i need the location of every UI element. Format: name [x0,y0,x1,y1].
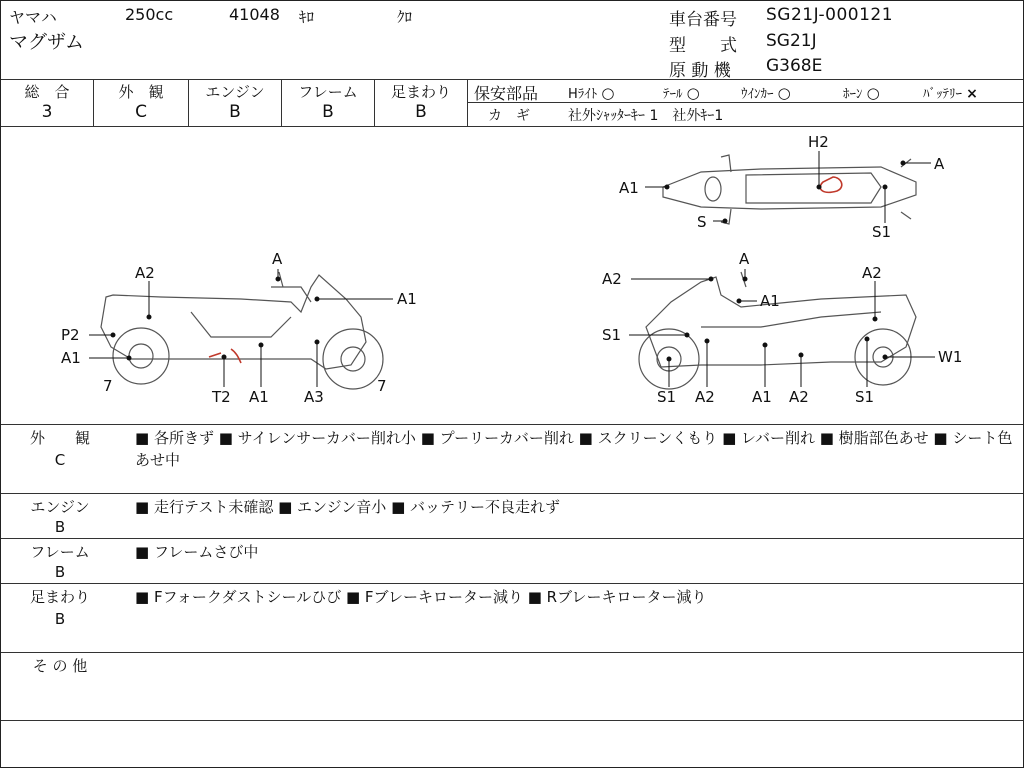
label-seven-right: 7 [377,377,387,395]
divider [1,652,1023,653]
frame-no: SG21J-000121 [766,5,894,25]
model-code: SG21J [766,31,817,51]
grade-value-overall: 3 [41,102,53,122]
damage-diagram [1,127,1023,423]
divider [1,424,1023,425]
divider [1,538,1023,539]
label-w1: W1 [938,348,963,366]
label-a2-bottom-2: A2 [789,388,809,406]
detail-title: フレーム [30,543,90,561]
label-a-right: A [739,250,750,268]
detail-title: 足まわり [29,588,90,606]
grade-label-frame: フレーム [298,83,358,101]
maker: ヤマハ [9,8,57,27]
detail-grade: B [54,563,66,581]
divider [1,79,1023,80]
divider [468,102,1023,103]
label-a3: A3 [304,388,324,406]
safety-item-horn: ﾎｰﾝ ○ [843,84,880,102]
model-code-label: 型 式 [669,36,737,56]
divider [1,720,1023,721]
label-a-left: A [272,250,283,268]
divider [1,493,1023,494]
mileage-unit: ｷﾛ [299,8,315,26]
label-t2: T2 [212,388,231,406]
left-view-body [101,275,366,369]
grade-label-overall: 総 合 [24,83,70,101]
safety-item-winker: ｳｲﾝｶｰ ○ [741,84,791,102]
model-name: マグザム [9,31,85,53]
grade-value-suspension: B [415,102,427,122]
label-a2-bottom-1: A2 [695,388,715,406]
label-h2: H2 [808,133,829,151]
color: ｸﾛ [397,8,413,26]
damage-mark-seat [820,177,842,192]
safety-item-headlight: Hﾗｲﾄ ○ [568,84,615,102]
displacement: 250cc [125,5,174,24]
grade-label-exterior: 外 観 [118,83,164,101]
detail-grade: B [54,518,66,536]
grade-value-frame: B [322,102,334,122]
detail-text: ■ フレームさび中 [135,543,259,561]
divider [1,583,1023,584]
frame-no-label: 車台番号 [669,10,737,30]
safety-item-tail: ﾃｰﾙ ○ [663,84,700,102]
key-value: 社外ｼｬｯﾀｰｷｰ 1 社外ｷｰ1 [568,108,724,124]
detail-grade: B [54,610,66,628]
detail-title: 外 観 [29,429,90,447]
label-s1-top: S1 [872,223,892,241]
label-a2-right-front: A2 [602,270,622,288]
label-p2: P2 [61,326,80,344]
label-a1-left-front: A1 [397,290,417,308]
label-s1-right: S1 [602,326,622,344]
label-a1-left-rear: A1 [61,349,81,367]
label-a1-top: A1 [619,179,639,197]
label-a2-right-rear: A2 [862,264,882,282]
grade-label-engine: エンジン [205,83,265,101]
detail-text: ■ Fフォークダストシールひび ■ Fブレーキローター減り ■ Rブレーキローター減り [135,588,707,606]
engine-code: G368E [766,56,823,76]
grade-value-exterior: C [135,102,147,122]
label-a1-right: A1 [760,292,780,310]
engine-label: 原 動 機 [669,61,731,81]
grade-value-engine: B [229,102,241,122]
label-s-top: S [697,213,707,231]
grade-label-suspension: 足まわり [390,83,451,101]
detail-title: そ の 他 [32,657,88,675]
key-label: カ ギ [488,108,530,124]
safety-item-battery: ﾊﾞｯﾃﾘｰ × [923,86,978,102]
detail-text: ■ 走行テスト未確認 ■ エンジン音小 ■ バッテリー不良走れず [135,498,561,516]
label-seven-left: 7 [103,377,113,395]
safety-title: 保安部品 [474,84,539,103]
label-a2-left: A2 [135,264,155,282]
mileage: 41048 [229,5,280,24]
label-a1-bottom: A1 [752,388,772,406]
label-s1-bottom-2: S1 [855,388,875,406]
detail-title: エンジン [30,498,90,516]
label-s1-bottom-1: S1 [657,388,677,406]
label-a1-left-bottom: A1 [249,388,269,406]
detail-text: ■ 各所きず ■ サイレンサーカバー削れ小 ■ プーリーカバー削れ ■ スクリーンくもり ■ レバー削れ ■ 樹脂部色あせ ■ シート色あせ中 [135,429,1013,469]
label-a-top: A [934,155,945,173]
detail-grade: C [54,451,66,469]
